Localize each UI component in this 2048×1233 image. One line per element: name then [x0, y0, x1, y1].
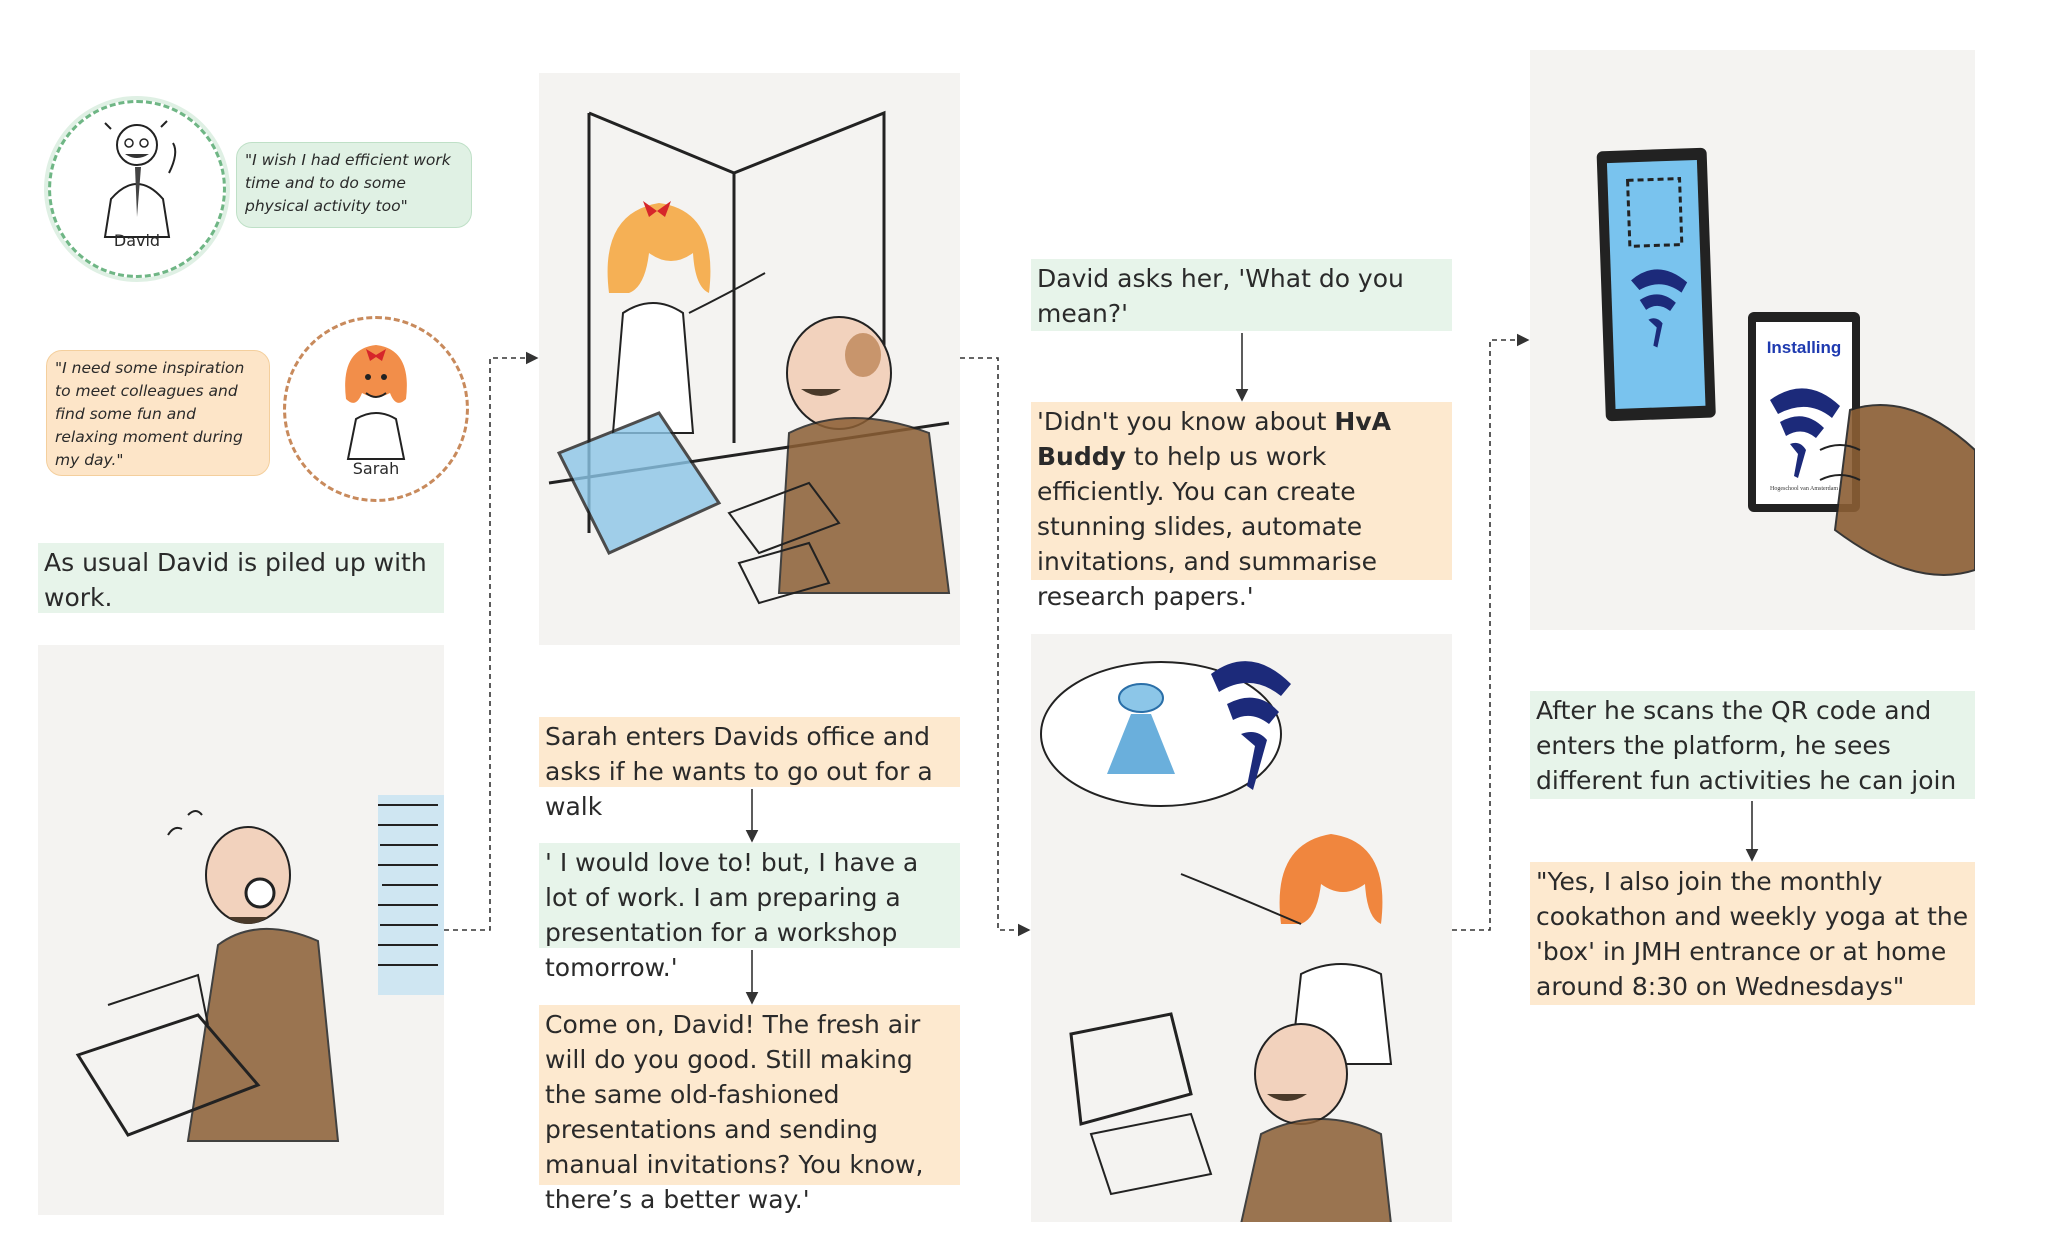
sarah-name-label: Sarah: [352, 459, 400, 478]
connector-scene2-to-scene3: [960, 358, 1029, 930]
scene2-caption-2: ' I would love to! but, I have a lot of work. I am preparing a presentation for a workshop tomorrow.': [539, 843, 960, 948]
connector-scene3-to-scene4: [1452, 340, 1528, 930]
scene4-caption-1: After he scans the QR code and enters the platform, he sees different fun activities he can join: [1530, 691, 1975, 799]
scene3-caption-1: David asks her, 'What do you mean?': [1031, 259, 1452, 331]
scene1-illustration: [38, 645, 444, 1215]
installing-label: Installing: [1766, 338, 1842, 357]
scene2-caption-3: Come on, David! The fresh air will do you good. Still making the same old-fashioned presentations and sending manual invitations? You know, there’s a better way.': [539, 1005, 960, 1185]
scene4-illustration: [1530, 50, 1975, 630]
scene3-illustration: [1031, 634, 1452, 1222]
david-quote: "I wish I had efficient work time and to do some physical activity too": [236, 142, 472, 228]
scene3-caption-2-after: to help us work efficiently. You can create stunning slides, automate invitations, and summarise research papers.': [1037, 442, 1377, 611]
sarah-avatar: [283, 316, 469, 502]
david-name-label: David: [113, 231, 161, 250]
scene3-caption-2-before: 'Didn't you know about: [1037, 407, 1335, 436]
phone-brand-text: Hogeschool van Amsterdam: [1770, 486, 1838, 492]
sarah-quote: "I need some inspiration to meet colleagues and find some fun and relaxing moment during my day.": [46, 350, 270, 476]
hva-buddy-name: HvA Buddy: [1037, 407, 1391, 471]
scene3-caption-2: [1031, 402, 1452, 611]
scene1-caption: As usual David is piled up with work.: [38, 543, 444, 613]
scene2-illustration: [539, 73, 960, 645]
david-avatar: [48, 100, 226, 278]
phone-qr-code: [1597, 148, 1716, 422]
scene2-caption-1: Sarah enters Davids office and asks if he wants to go out for a walk: [539, 717, 960, 787]
scene4-caption-2: "Yes, I also join the monthly cookathon and weekly yoga at the 'box' in JMH entrance or at home around 8:30 on Wednesdays": [1530, 862, 1975, 1005]
